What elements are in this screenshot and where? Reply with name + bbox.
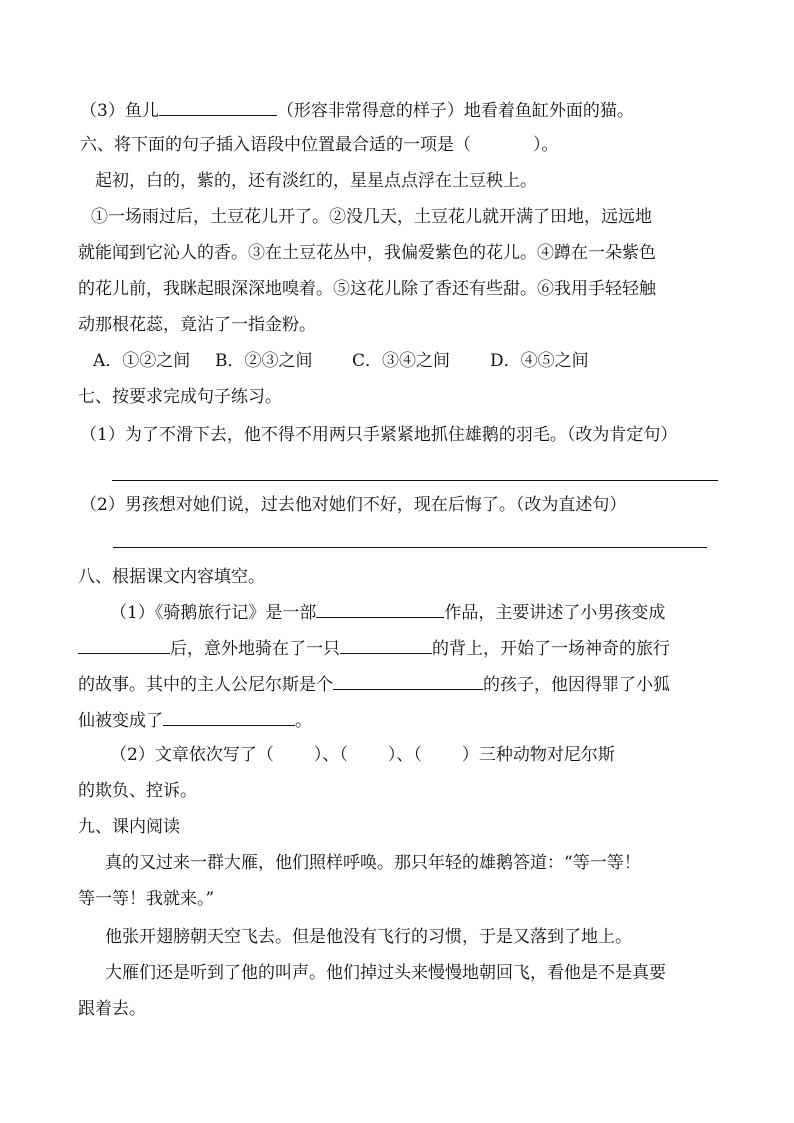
q8-1-text-h: 。 — [295, 711, 312, 731]
q8-2-text-a: （2）文章依次写了（ — [110, 745, 274, 765]
question-8-1-line2 — [78, 636, 670, 660]
question-8-2 — [110, 744, 615, 766]
choice-c[interactable]: C．③④之间 — [352, 351, 451, 371]
question-8-1-line3 — [78, 672, 670, 696]
answer-blank[interactable] — [333, 672, 483, 690]
answer-line[interactable] — [112, 480, 718, 481]
section-6-close: ）。 — [533, 135, 559, 155]
answer-blank[interactable] — [340, 636, 432, 654]
reading-line: 大雁们还是听到了他的叫声。他们掉过头来慢慢地朝回飞，看他是不是真要 — [105, 963, 666, 983]
q8-1-text-a: （1）《骑鹅旅行记》是一部 — [110, 603, 317, 623]
section-6-heading — [80, 134, 559, 156]
passage-line: 就能闻到它沁人的香。③在土豆花丛中，我偏爱紫色的花儿。④蹲在一朵紫色 — [78, 243, 656, 263]
q8-1-text-d: 的背上，开始了一场神奇的旅行 — [432, 639, 670, 659]
reading-line: 他张开翅膀朝天空飞去。但是他没有飞行的习惯，于是又落到了地上。 — [105, 927, 632, 947]
answer-line[interactable] — [113, 547, 707, 548]
question-7-2: （2）男孩想对她们说，过去他对她们不好，现在后悔了。（改为直述句） — [80, 495, 627, 515]
q8-2-text-d: ）三种动物对尼尔斯 — [461, 745, 615, 765]
section-9-heading: 九、课内阅读 — [78, 817, 180, 837]
q8-2-text-c: ）、（ — [387, 745, 422, 765]
answer-blank[interactable] — [316, 600, 444, 618]
q8-1-text-b: 作品，主要讲述了小男孩变成 — [444, 603, 666, 623]
section-6-text: 六、将下面的句子插入语段中位置最合适的一项是（ — [80, 135, 471, 155]
q8-1-text-c: 后，意外地骑在了一只 — [170, 639, 340, 659]
answer-blank[interactable] — [78, 636, 170, 654]
question-8-1-line1 — [110, 600, 665, 624]
passage-line: ①一场雨过后，土豆花儿开了。②没几天，土豆花儿就开满了田地，远远地 — [91, 207, 652, 227]
reading-line: 真的又过来一群大雁，他们照样呼唤。那只年轻的雄鹅答道：“等一等！ — [105, 853, 641, 873]
passage-line: 的花儿前，我眯起眼深深地嗅着。⑤这花儿除了香还有些甜。⑥我用手轻轻触 — [78, 279, 656, 299]
reading-line: 跟着去。 — [78, 999, 146, 1019]
q8-2-text-b: ）、（ — [313, 745, 348, 765]
section-7-heading: 七、按要求完成句子练习。 — [78, 387, 282, 407]
question-7-1: （1）为了不滑下去，他不得不用两只手紧紧地抓住雄鹅的羽毛。（改为肯定句） — [80, 425, 678, 445]
passage-line: 动那根花蕊，竟沾了一指金粉。 — [78, 315, 316, 335]
section-8-heading: 八、根据课文内容填空。 — [78, 567, 265, 587]
insert-sentence: 起初，白的，紫的，还有淡红的，星星点点浮在土豆秧上。 — [95, 171, 537, 191]
choice-d[interactable]: D．④⑤之间 — [490, 351, 589, 371]
question-6-3 — [80, 98, 634, 122]
reading-line: 等一等！我就来。” — [78, 889, 215, 909]
q8-1-text-f: 的孩子，他因得罪了小狐 — [483, 675, 670, 695]
question-8-1-line4 — [78, 708, 312, 732]
answer-blank[interactable] — [163, 708, 295, 726]
question-8-2-cont: 的欺负、控诉。 — [78, 781, 197, 801]
choice-b[interactable]: B．②③之间 — [215, 351, 313, 371]
q6-3-prefix: （3）鱼儿 — [80, 101, 159, 121]
answer-blank[interactable] — [159, 98, 277, 116]
q8-1-text-g: 仙被变成了 — [78, 711, 163, 731]
q8-1-text-e: 的故事。其中的主人公尼尔斯是个 — [78, 675, 333, 695]
q6-3-suffix: （形容非常得意的样子）地看着鱼缸外面的猫。 — [276, 101, 634, 121]
choice-a[interactable]: A．①②之间 — [93, 351, 191, 371]
